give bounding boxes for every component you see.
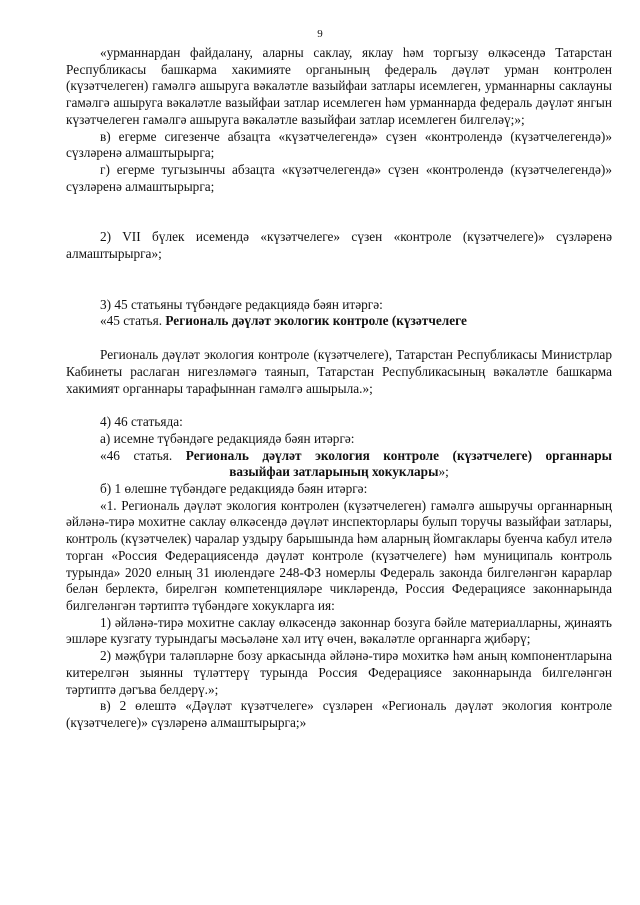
- page-number: 9: [317, 28, 323, 40]
- paragraph: «урманнардан файдалану, аларны саклау, яклау һәм торгызу өлкәсендә Татарстан Республикасы башкарма хакимияте органының федераль дәүләт урман контролен (күзәтчелеген) гамәлгә ашыруга вәкаләтле вазыйфаи затлары исемлеген, урманнарны саклауны гамәлгә ашыруга вәкаләтле вазыйфаи затлар исемлеген һәм урманнарда федераль дәүләт янгын күзәтчелеген гамәлгә ашыруга вәкаләтле вазыйфаи затлар исемлеген билгеләү;»;: [66, 45, 612, 127]
- paragraph: Региональ дәүләт экология контроле (күзәтчелеге), Татарстан Республикасы Министрлар Кабинеты раслаган нигезләмәгә таянып, Татарстан Республикасының вәкаләтле башкарма хакимият органнары тарафыннан гамәлгә ашырыла.»;: [66, 347, 612, 396]
- article-label: «46 статья.: [100, 447, 186, 463]
- article-heading: вазыйфаи затларының хокуклары: [229, 464, 439, 480]
- article-title: [66, 313, 612, 330]
- paragraph: г) егерме тугызынчы абзацта «күзәтчелегендә» сүзен «контролендә (күзәтчелегендә)» сүзләренә алмаштырырга;: [66, 161, 612, 194]
- paragraph: 4) 46 статьяда:: [100, 414, 183, 430]
- paragraph: 2) VII бүлек исемендә «күзәтчелеге» сүзен «контроле (күзәтчелеге)» сүзләренә алмаштырырга»;: [66, 229, 612, 262]
- paragraph: а) исемне түбәндәге редакциядә бәян итәргә:: [100, 430, 355, 446]
- article-heading: Региональ дәүләт экологик контроле (күзәтчелеге: [165, 313, 467, 329]
- article-title-end: »;: [438, 464, 449, 480]
- paragraph: в) 2 өлештә «Дәүләт күзәтчелеге» сүзләрен «Региональ дәүләт экология контроле (күзәтчелеге)» сүзләренә алмаштырырга;»: [66, 698, 612, 730]
- article-title-continued: [66, 464, 612, 481]
- paragraph: б) 1 өлешне түбәндәге редакциядә бәян итәргә:: [100, 481, 368, 497]
- paragraph: 2) мәҗбүри таләпләрне бозу аркасында әйләнә-тирә мохиткә һәм аның компонентларына китерелгән зыянны түләттерү турында Россия Федерациясе законнарында билгеләнгән тәртиптә дәгъва белдерү.»;: [66, 648, 612, 697]
- document-body: [66, 45, 612, 732]
- paragraph: 3) 45 статьяны түбәндәге редакциядә бәян итәргә:: [100, 296, 383, 312]
- article-title: [66, 448, 612, 465]
- article-label: «45 статья.: [100, 313, 166, 329]
- paragraph: в) егерме сигезенче абзацта «күзәтчелегендә» сүзен «контролендә (күзәтчелегендә)» сүзләренә алмаштырырга;: [66, 128, 612, 161]
- paragraph: 1) әйләнә-тирә мохитне саклау өлкәсендә законнар бозуга бәйле материалларны, җинаять эшләре кузгату турындагы мәсьәләне хәл итү өчен, вәкаләтле органнарга җибәрү;: [66, 614, 612, 647]
- paragraph: «1. Региональ дәүләт экология контролен (күзәтчелеген) гамәлгә ашыручы органнарның әйләнә-тирә мохитне саклау өлкәсендә дәүләт инспекторлары булып торучы вазыйфаи затлары, контроль (күзәтчелек) чаралар уздыру барышында һәм аларның йомгаклары буенча кабул ителә торган «Россия Федерациясендә дәүләт контроле (күзәтчелеге) һәм муниципаль контроль турында» 2020 елның 31 июлендәге 248-ФЗ номерлы Федераль законда билгеләнгән карарлар белән берлектә, бирелгән компетенцияләре чикләрендә, Россия Федерациясе законнарында билгеләнгән тәртиптә түбәндәге хокукларга ия:: [66, 497, 612, 613]
- article-heading: Региональ дәүләт экология контроле (күзәтчелеге) органнары: [185, 447, 613, 463]
